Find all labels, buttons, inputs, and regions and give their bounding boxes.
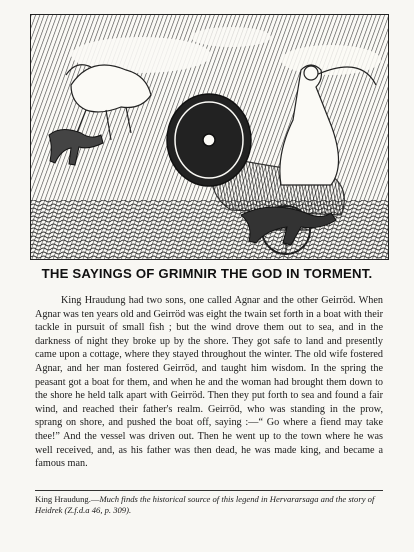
page-title: THE SAYINGS OF GRIMNIR THE GOD IN TORMENT. [41, 266, 373, 281]
footnote-head: King Hraudung.— [35, 494, 100, 504]
engraving-art [31, 15, 388, 259]
chariot-illustration [30, 14, 389, 260]
footnote-rule [35, 490, 383, 491]
shield [167, 94, 251, 186]
footnote [35, 494, 383, 517]
footnote-text: Much finds the historical source of this legend in Hervararsaga and the story of Heidrek (Z.f.d.a 46, p. 309). [35, 494, 375, 516]
body-paragraph: King Hraudung had two sons, one called Agnar and the other Geirröd. When Agnar was ten years old and Geirröd was eight the twain set forth in a boat with their tackle in pursuit of small fish ; but the wind drove them out to sea, and in the darkness of night they broke up by the shore. They got safe to land and presently came upon a cottage, where they stayed throughout the winter. The old wife fostered Agnar, and her man fostered Geirröd, and taught him wisdom. In the spring the peasant got a boat for them, and when he and the woman had brought them down to the shore he held talk apart with Geirröd. Then they put forth to sea and found a fair wind, and reached their father's realm. Geirröd, who was standing in the prow, sprang on shore, and pushed the boat off, saying :—“ Go where a fiend may take thee!” And the vessel was driven out. Then he went up to the town where he was well received, and, as his father was then dead, he was made king, and became a famous man. [35, 295, 383, 470]
